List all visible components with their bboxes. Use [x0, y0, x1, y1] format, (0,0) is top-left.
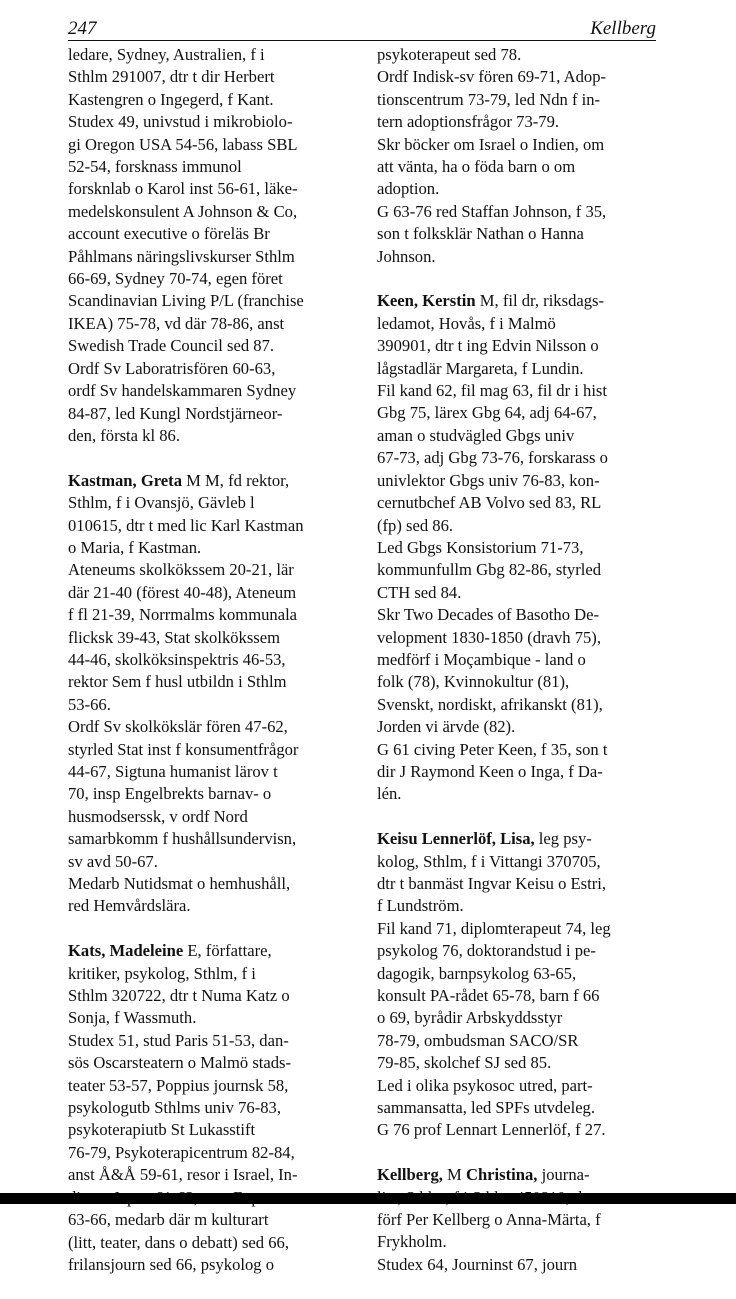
entry-intro: E, författare, kritiker, psykolog, Sthlm, f i Sthlm 320722, dtr t Numa Katz o Sonja, f Wassmuth. — [68, 941, 290, 1028]
entry-paragraph: G 61 civing Peter Keen, f 35, son t dir J Raymond Keen o Inga, f Da- lén. — [377, 739, 608, 804]
entry-paragraph: Ateneums skolkökssem 20-21, lär där 21-40 (förest 40-48), Ateneum f fl 21-39, Norrmalms kommunala flicksk 39-43, Stat skolkökssem 44-46, skolköksinspektris 46-53, rektor Sem f husl utbildn i Sthlm 53-66. — [68, 560, 298, 714]
entry-paragraph: Medarb Nutidsmat o hemhushåll, red Hemvårdslära. — [68, 874, 291, 916]
entry-paragraph: Fil kand 71, diplomterapeut 74, leg psykolog 76, doktorandstud i pe- dagogik, barnpsykolog 63-65, konsult PA-rådet 65-78, barn f 66 o 69, byrådir Arbskyddsstyr 78-79, ombudsman SACO/SR 79-85, skolchef SJ sed 85. — [377, 918, 611, 1073]
entry-intro: M, fil dr, riksdags- ledamot, Hovås, f i Malmö 390901, dtr t ing Edvin Nilsson o lågstadlär Margareta, f Lundin. — [377, 291, 605, 378]
entry-header — [377, 290, 669, 380]
entry-paragraph: ledare, Sydney, Australien, f i Sthlm 291007, dtr t dir Herbert Kastengren o Ingegerd, f Kant. — [68, 45, 275, 109]
page-number: 247 — [68, 18, 97, 39]
entry-intro: M M, fd rektor, Sthlm, f i Ovansjö, Gävleb l 010615, dtr t med lic Karl Kastman o Maria, f Kastman. — [68, 470, 304, 557]
entry-paragraph: Studex 49, univstud i mikrobiolo- gi Oregon USA 54-56, labass SBL 52-54, forsknass immunol forsknlab o Karol inst 56-61, läke- medelskonsulent A Johnson & Co, account executive o föreläs Br Påhlmans näringslivskurser Sthlm 66-69, Sydney 70-74, egen föret Scandinavian Living P/L (franchise IKEA) 75-78, vd där 78-86, anst Swedish Trade Council sed 87. — [68, 112, 304, 356]
entry-paragraph: Ordf Sv skolkökslär fören 47-62, styrled Stat inst f konsumentfrågor 44-67, Sigtuna humanist lärov t 70, insp Engelbrekts barnav- o husmodserssk, v ordf Nord samarbkomm f hushållsundervisn, sv avd 50-67. — [68, 717, 299, 871]
entry-intro: M — [442, 1165, 466, 1185]
entry-paragraph: G 63-76 red Staffan Johnson, f 35, son t folksklär Nathan o Hanna Johnson. — [377, 201, 607, 266]
entry-paragraph: Ordf Sv Laboratrisfören 60-63, ordf Sv handelskammaren Sydney 84-87, led Kungl Nordstjärneor- den, första kl 86. — [68, 358, 297, 445]
entry-paragraph: Skr Two Decades of Basotho De- velopment 1830-1850 (dravh 75), medförf i Moçambique - land o folk (78), Kvinnokultur (81), Svenskt, nordiskt, afrikanskt (81), Jorden vi ärvde (82). — [377, 605, 603, 737]
entry-header — [68, 470, 360, 560]
page-header — [68, 18, 656, 42]
entry-keisu — [377, 828, 669, 1142]
left-column — [68, 44, 360, 1299]
entry-name: Kellberg, — [377, 1165, 443, 1185]
entry-header — [377, 1164, 669, 1254]
entry-intro: journa- förf Per Kellberg o Anna-Märta, f Frykholm. — [377, 1165, 601, 1252]
running-head: Kellberg — [590, 18, 656, 39]
entry-header — [68, 940, 360, 1030]
entry-paragraph: psykoterapeut sed 78. — [377, 45, 522, 64]
entry-continuation — [68, 44, 360, 447]
entry-paragraph: Led Gbgs Konsistorium 71-73, kommunfullm Gbg 82-86, styrled CTH sed 84. — [377, 537, 601, 602]
entry-name: Keen, Kerstin — [377, 291, 476, 311]
entry-continuation — [377, 44, 669, 268]
entry-kastman — [68, 470, 360, 918]
entry-paragraph: Studex 64, Journinst 67, journ — [377, 1254, 578, 1274]
entry-name: Keisu Lennerlöf, Lisa, — [377, 829, 535, 849]
right-column — [377, 44, 669, 1299]
entry-paragraph: Studex 51, stud Paris 51-53, dan- sös Oscarsteatern o Malmö stads- teater 53-57, Poppius journsk 58, psykologutb Sthlms univ 76-83, psykoterapiutb St Lukasstift 76-79, Psykoterapicentrum 82-84, anst Å&Å 59-61, resor i Israel, In- 63-66, medarb där m kulturart (litt, teater, dans o debatt) sed 66, frilansjourn sed 66, psykolog o — [68, 1030, 298, 1274]
entry-name: Kats, Madeleine — [68, 941, 184, 961]
entry-paragraph: G 76 prof Lennart Lennerlöf, f 27. — [377, 1120, 606, 1140]
entry-intro: leg psy- kolog, Sthlm, f i Vittangi 370705, dtr t banmäst Ingvar Keisu o Estri, f Lundström. — [377, 829, 607, 916]
scan-edge-bar — [0, 1193, 736, 1204]
entry-paragraph: Ordf Indisk-sv fören 69-71, Adop- tionscentrum 73-79, led Ndn f in- tern adoptionsfrågor 73-79. — [377, 67, 607, 132]
entry-name: Christina, — [465, 1165, 538, 1185]
entry-header — [377, 828, 669, 918]
entry-kats — [68, 940, 360, 1276]
entry-keen — [377, 290, 669, 805]
entry-paragraph: Skr böcker om Israel o Indien, om att vänta, ha o föda barn o om adoption. — [377, 134, 605, 199]
entry-kellberg — [377, 1164, 669, 1276]
entry-name: Kastman, Greta — [68, 470, 182, 490]
header-rule — [68, 40, 656, 41]
entry-paragraph: Led i olika psykosoc utred, part- sammansatta, led SPFs utvdeleg. — [377, 1075, 596, 1118]
entry-paragraph: Fil kand 62, fil mag 63, fil dr i hist Gbg 75, lärex Gbg 64, adj 64-67, aman o studvägled Gbgs univ 67-73, adj Gbg 73-76, forskarass o univlektor Gbgs univ 76-83, kon- cernutbchef AB Volvo sed 83, RL (fp) sed 86. — [377, 381, 608, 535]
